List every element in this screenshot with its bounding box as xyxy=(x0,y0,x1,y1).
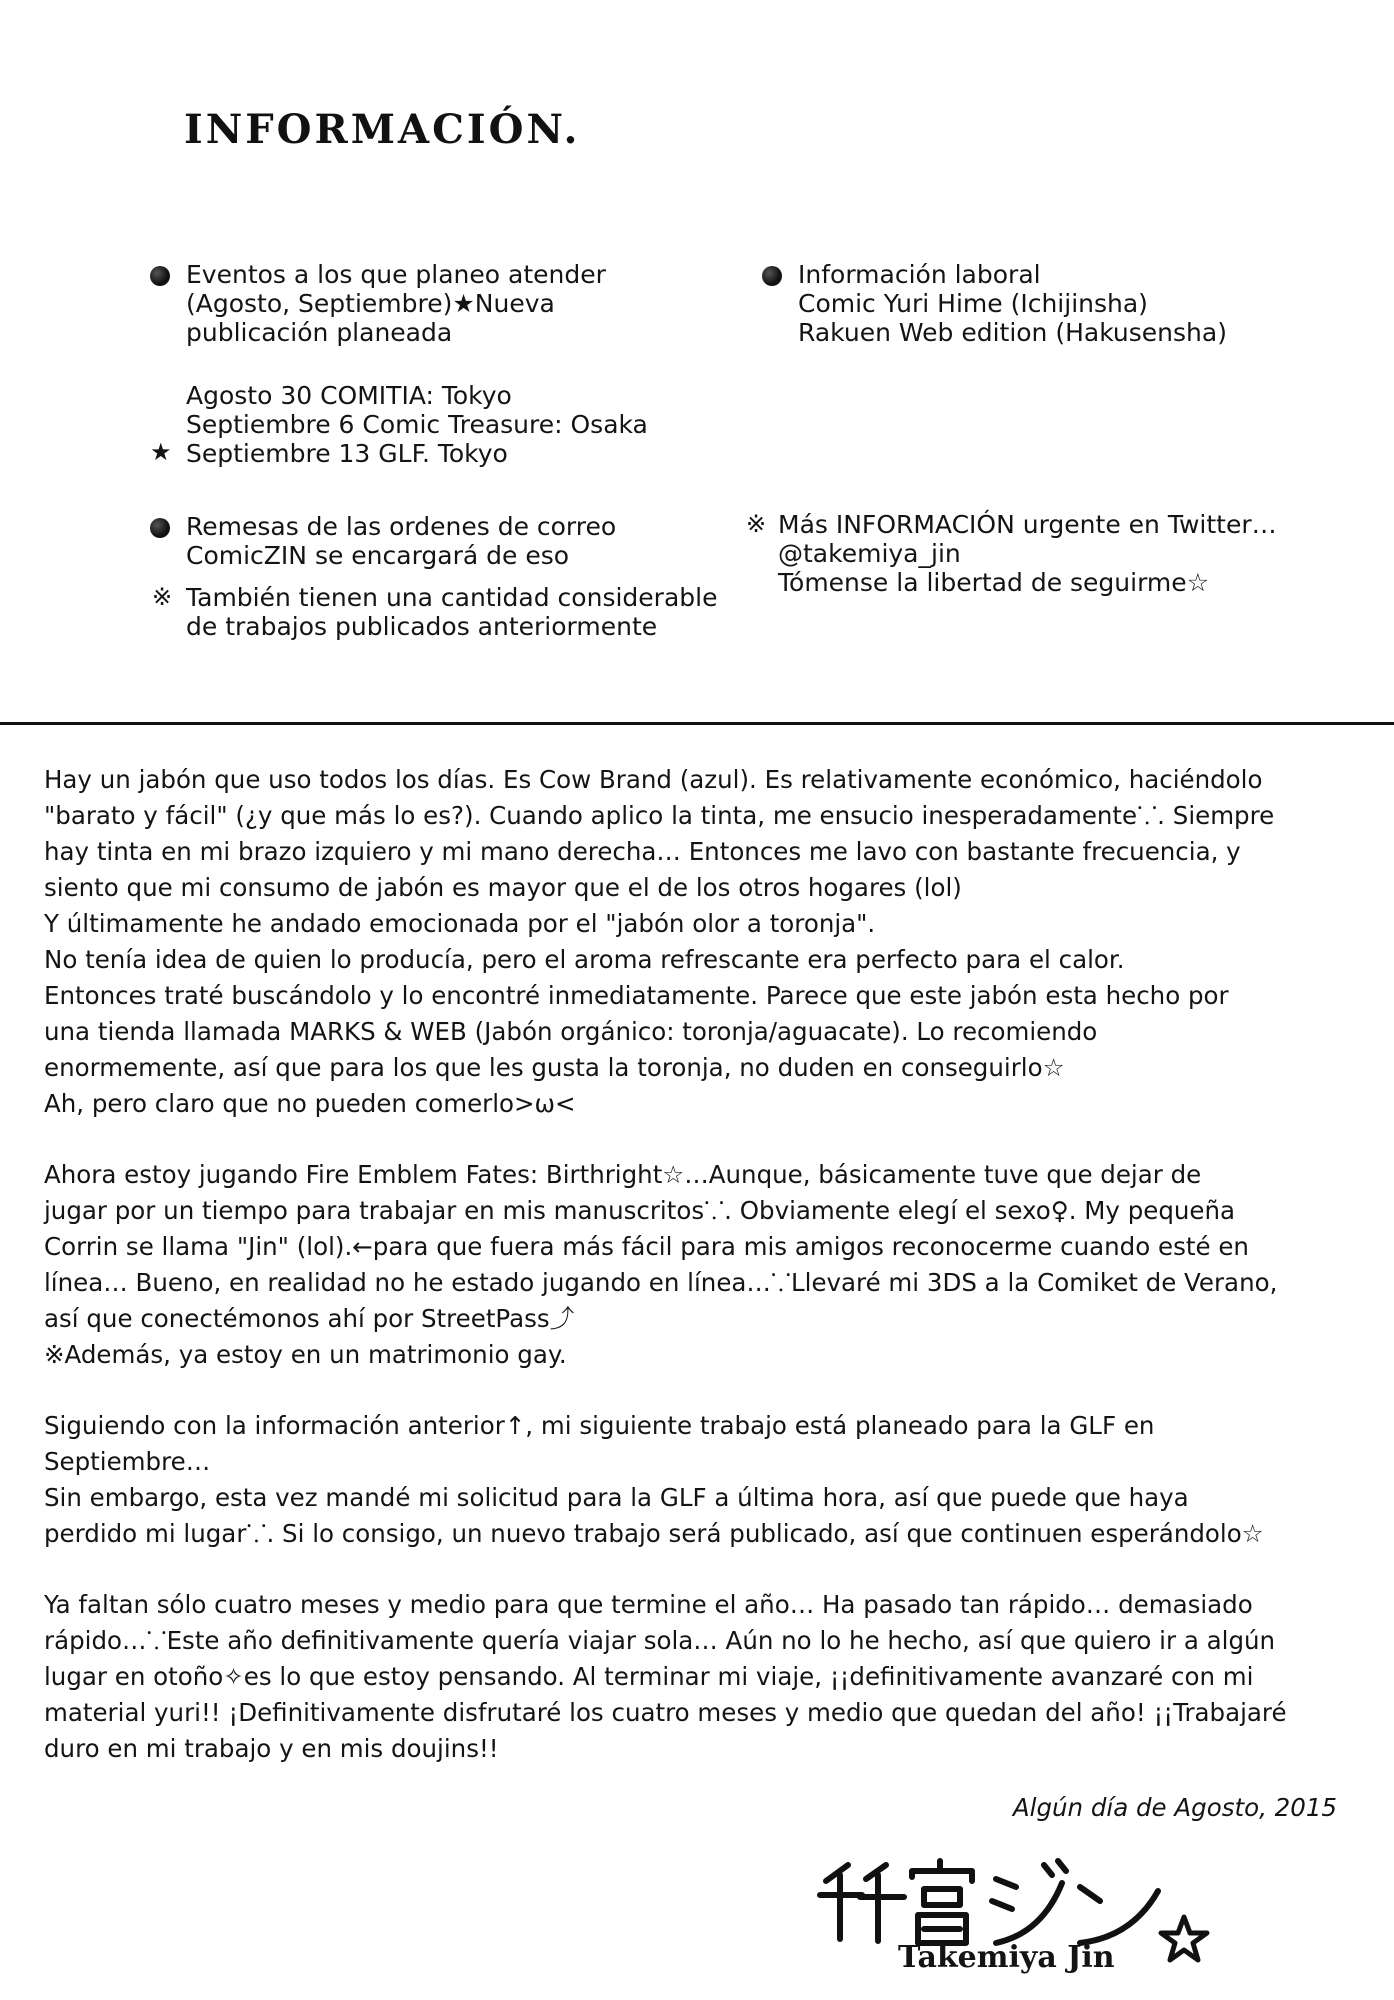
events-block xyxy=(186,260,606,347)
text-line: Siguiendo con la información anterior↑, mi siguiente trabajo está planeado para la GLF en xyxy=(44,1411,1155,1440)
reference-mark-icon: ※ xyxy=(152,583,173,611)
text-line: rápido…⸪Este año definitivamente quería viajar sola… Aún no lo he hecho, así que quiero ir a algún xyxy=(44,1626,1276,1655)
paragraph xyxy=(44,1408,1350,1552)
section-divider xyxy=(0,722,1394,725)
text-line: Corrin se llama "Jin" (lol).←para que fuera más fácil para mis amigos reconocerme cuando esté en xyxy=(44,1232,1249,1261)
page-title: INFORMACIÓN. xyxy=(184,106,581,153)
paragraph xyxy=(44,762,1350,1122)
mail-order-block xyxy=(186,512,616,570)
text-line: ※Además, ya estoy en un matrimonio gay. xyxy=(44,1340,567,1369)
text-line: hay tinta en mi brazo izquiero y mi mano derecha… Entonces me lavo con bastante frecuencia, y xyxy=(44,837,1241,866)
bullet-icon xyxy=(150,518,170,538)
event-item-text: Septiembre 13 GLF. Tokyo xyxy=(186,439,508,468)
text-line: Hay un jabón que uso todos los días. Es Cow Brand (azul). Es relativamente económico, haciéndolo xyxy=(44,765,1263,794)
event-item xyxy=(150,438,648,468)
event-item: Septiembre 6 Comic Treasure: Osaka xyxy=(186,410,648,439)
twitter-block xyxy=(746,510,1277,597)
text-line: Ahora estoy jugando Fire Emblem Fates: Birthright☆…Aunque, básicamente tuve que dejar de xyxy=(44,1160,1202,1189)
events-heading-line: (Agosto, Septiembre)★Nueva xyxy=(186,289,555,318)
signature-name: Takemiya Jin xyxy=(898,1940,1115,1975)
mail-note-line: También tienen una cantidad considerable xyxy=(186,583,718,612)
work-info-item: Rakuen Web edition (Hakusensha) xyxy=(798,318,1227,347)
work-info-heading: Información laboral xyxy=(798,260,1041,289)
text-line: enormemente, así que para los que les gusta la toronja, no duden en conseguirlo☆ xyxy=(44,1053,1065,1082)
text-line: duro en mi trabajo y en mis doujins!! xyxy=(44,1734,499,1763)
star-icon: ★ xyxy=(150,438,172,466)
text-line: siento que mi consumo de jabón es mayor que el de los otros hogares (lol) xyxy=(44,873,962,902)
mail-order-line: ComicZIN se encargará de eso xyxy=(186,541,570,570)
bullet-icon xyxy=(762,266,782,286)
text-line: así que conectémonos ahí por StreetPass⤴ xyxy=(44,1304,575,1333)
text-line: "barato y fácil" (¿y que más lo es?). Cuando aplico la tinta, me ensucio inesperadamente⸪. Siempre xyxy=(44,801,1275,830)
twitter-line: Más INFORMACIÓN urgente en Twitter… xyxy=(778,510,1277,539)
twitter-handle: @takemiya_jin xyxy=(778,539,961,568)
text-line: línea… Bueno, en realidad no he estado jugando en línea…⸪Llevaré mi 3DS a la Comiket de Verano, xyxy=(44,1268,1278,1297)
events-heading-line: publicación planeada xyxy=(186,318,453,347)
work-info-block xyxy=(798,260,1227,347)
text-line: Ya faltan sólo cuatro meses y medio para que termine el año… Ha pasado tan rápido… demasiado xyxy=(44,1590,1253,1619)
text-line: Ah, pero claro que no pueden comerlo>ω< xyxy=(44,1089,576,1118)
text-line: material yuri!! ¡Definitivamente disfrutaré los cuatro meses y medio que quedan del año! ¡¡Trabajaré xyxy=(44,1698,1287,1727)
text-line: No tenía idea de quien lo producía, pero el aroma refrescante era perfecto para el calor. xyxy=(44,945,1125,974)
text-line: Y últimamente he andado emocionada por el "jabón olor a toronja". xyxy=(44,909,876,938)
text-line: Septiembre… xyxy=(44,1447,211,1476)
paragraph xyxy=(44,1587,1350,1767)
reference-mark-icon: ※ xyxy=(746,510,767,538)
mail-order-line: Remesas de las ordenes de correo xyxy=(186,512,617,541)
text-line: una tienda llamada MARKS & WEB (Jabón orgánico: toronja/aguacate). Lo recomiendo xyxy=(44,1017,1098,1046)
text-line: perdido mi lugar⸪. Si lo consigo, un nuevo trabajo será publicado, así que continuen esperándolo☆ xyxy=(44,1519,1264,1548)
twitter-line: Tómense la libertad de seguirme☆ xyxy=(778,568,1210,597)
event-item: Agosto 30 COMITIA: Tokyo xyxy=(186,381,512,410)
text-line: Entonces traté buscándolo y lo encontré inmediatamente. Parece que este jabón esta hecho por xyxy=(44,981,1229,1010)
letter-date: Algún día de Agosto, 2015 xyxy=(1012,1793,1337,1822)
events-list xyxy=(150,381,648,468)
text-line: lugar en otoño✧es lo que estoy pensando. Al terminar mi viaje, ¡¡definitivamente avanzaré con mi xyxy=(44,1662,1254,1691)
mail-note-line: de trabajos publicados anteriormente xyxy=(186,612,658,641)
mail-note-block xyxy=(152,583,718,641)
text-line: jugar por un tiempo para trabajar en mis manuscritos⸪. Obviamente elegí el sexo♀. My pequeña xyxy=(44,1196,1236,1225)
events-heading-line: Eventos a los que planeo atender xyxy=(186,260,606,289)
body-text xyxy=(44,762,1350,1802)
paragraph xyxy=(44,1157,1350,1373)
text-line: Sin embargo, esta vez mandé mi solicitud para la GLF a última hora, así que puede que haya xyxy=(44,1483,1189,1512)
bullet-icon xyxy=(150,266,170,286)
star-icon xyxy=(1161,1917,1207,1960)
work-info-item: Comic Yuri Hime (Ichijinsha) xyxy=(798,289,1148,318)
